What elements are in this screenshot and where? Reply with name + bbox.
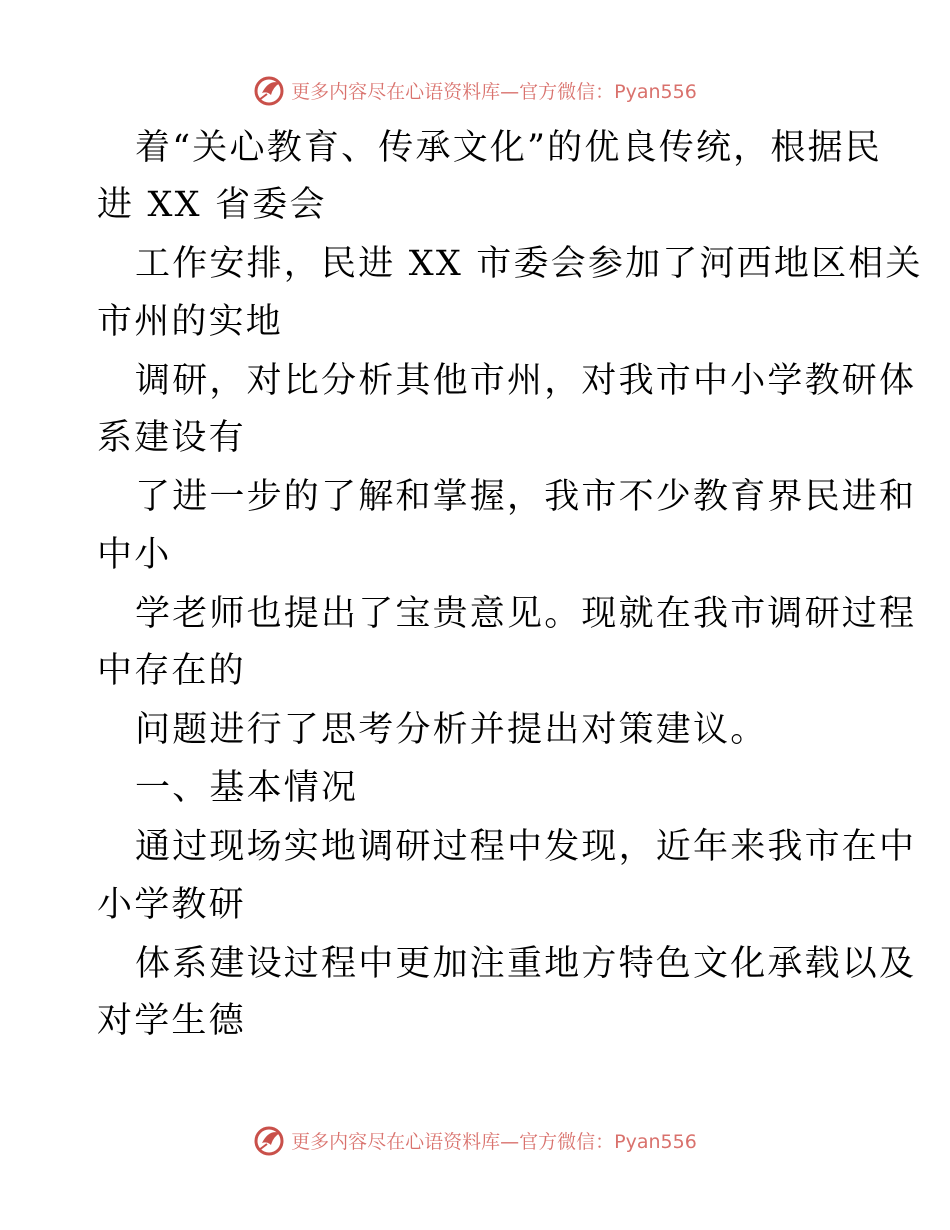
- footer-banner: [0, 1118, 950, 1162]
- text-line: 学老师也提出了宝贵意见。现就在我市调研过程: [135, 594, 917, 634]
- text-line: 体系建设过程中更加注重地方特色文化承载以及: [135, 944, 917, 984]
- text-line: 中小: [97, 535, 172, 575]
- text-line: 中存在的: [97, 651, 246, 691]
- section-heading: 一、基本情况: [135, 768, 359, 808]
- text-line: 市州的实地: [97, 302, 284, 342]
- header-banner-text: 更多内容尽在心语资料库—官方微信：Pyan556: [291, 80, 697, 103]
- text-line: 通过现场实地调研过程中发现，近年来我市在中: [135, 827, 917, 867]
- text-line: 调研，对比分析其他市州，对我市中小学教研体: [135, 361, 917, 401]
- footer-banner-text: 更多内容尽在心语资料库—官方微信：Pyan556: [291, 1130, 697, 1153]
- logo-icon: [253, 1123, 287, 1157]
- logo-icon: [253, 73, 287, 107]
- text-line: 对学生德: [97, 1001, 246, 1041]
- text-line: 着“关心教育、传承文化”的优良传统，根据民: [135, 128, 882, 168]
- text-line: 问题进行了思考分析并提出对策建议。: [135, 710, 768, 750]
- text-line: 工作安排，民进 XX 市委会参加了河西地区相关: [135, 244, 923, 284]
- text-line: 了进一步的了解和掌握，我市不少教育界民进和: [135, 477, 917, 517]
- text-line: 小学教研: [97, 885, 246, 925]
- text-line: 进 XX 省委会: [97, 185, 327, 225]
- header-banner: [0, 68, 950, 112]
- text-line: 系建设有: [97, 418, 246, 458]
